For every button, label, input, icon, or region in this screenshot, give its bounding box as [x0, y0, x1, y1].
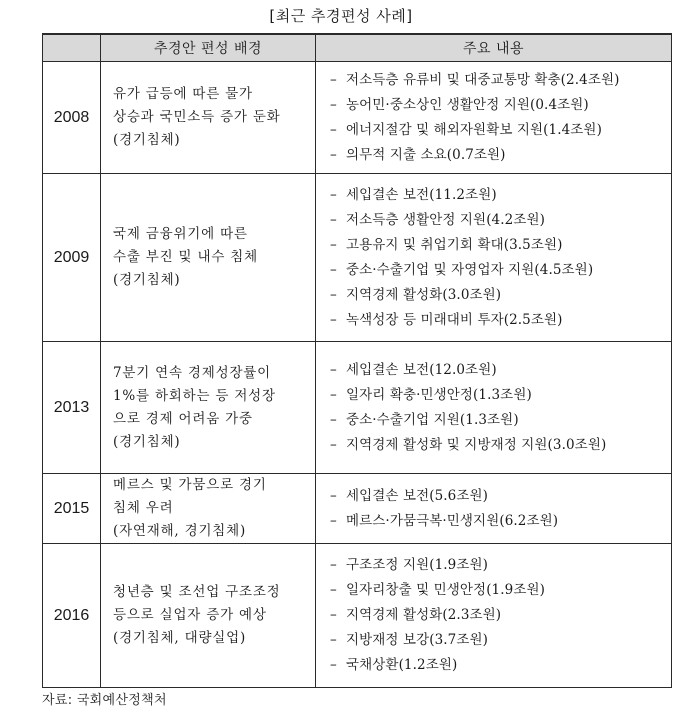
year-cell: 2008: [43, 62, 101, 174]
list-item-text: 세입결손 보전(12.0조원): [346, 361, 497, 378]
table-row: [43, 174, 672, 342]
background-cell: [101, 342, 316, 474]
contents-list: [330, 484, 671, 534]
source-note: 자료: 국회예산정책처: [42, 693, 167, 708]
list-item-text: 지역경제 활성화(3.0조원): [346, 286, 502, 303]
list-item-text: 지역경제 활성화(2.3조원): [346, 607, 502, 623]
background-line: (자연재해, 경기침체): [113, 523, 247, 539]
dash-marker: –: [330, 582, 337, 598]
contents-cell: [316, 544, 672, 688]
list-item: [330, 358, 671, 383]
year-cell: 2016: [43, 544, 101, 688]
list-item-text: 의무적 지출 소요(0.7조원): [346, 146, 506, 163]
list-item: [330, 553, 671, 578]
background-line: 등으로 실업자 증가 예상: [113, 607, 267, 623]
list-item-text: 구조조정 지원(1.9조원): [346, 557, 489, 573]
list-item-text: 세입결손 보전(11.2조원): [346, 186, 497, 203]
contents-cell: [316, 342, 672, 474]
background-line: 메르스 및 가뭄으로 경기: [113, 477, 267, 493]
list-item: [330, 628, 671, 653]
list-item: [330, 308, 671, 333]
background-line: 국제 금융위기에 따른: [113, 226, 248, 242]
dash-marker: –: [330, 657, 337, 673]
dash-marker: –: [330, 71, 337, 88]
table-title: [최근 추경편성 사례]: [269, 7, 413, 25]
dash-marker: –: [330, 557, 337, 573]
background-line: 7분기 연속 경제성장률이: [113, 364, 271, 381]
dash-marker: –: [330, 96, 337, 113]
list-item-text: 에너지절감 및 해외자원확보 지원(1.4조원): [346, 121, 602, 138]
contents-cell: [316, 474, 672, 544]
dash-marker: –: [330, 436, 337, 453]
list-item: [330, 578, 671, 603]
dash-marker: –: [330, 361, 337, 378]
list-item-text: 농어민·중소상인 생활안정 지원(0.4조원): [346, 96, 589, 113]
list-item: [330, 183, 671, 208]
list-item-text: 메르스·가뭄극복·민생지원(6.2조원): [346, 512, 559, 529]
background-line: 상승과 국민소득 증가 둔화: [113, 109, 281, 125]
list-item: [330, 408, 671, 433]
dash-marker: –: [330, 261, 337, 278]
background-cell: [101, 474, 316, 544]
dash-marker: –: [330, 512, 337, 529]
dash-marker: –: [330, 186, 337, 203]
header-contents: 주요 내용: [316, 34, 672, 62]
list-item-text: 중소·수출기업 지원(1.3조원): [346, 411, 519, 428]
contents-cell: [316, 174, 672, 342]
list-item-text: 녹색성장 등 미래대비 투자(2.5조원): [346, 311, 563, 328]
contents-list: [330, 68, 671, 168]
table-row: [43, 544, 672, 688]
background-line: (경기침체): [113, 272, 181, 288]
background-cell: [101, 62, 316, 174]
year-cell: 2009: [43, 174, 101, 342]
list-item: [330, 653, 671, 678]
background-line: (경기침체): [113, 132, 181, 148]
dash-marker: –: [330, 286, 337, 303]
background-line: 침체 우려: [113, 500, 174, 516]
list-item: [330, 208, 671, 233]
contents-list: [330, 183, 671, 333]
list-item-text: 지방재정 보강(3.7조원): [346, 632, 489, 648]
background-line: 유가 급등에 따른 물가: [113, 86, 253, 102]
header-row: [43, 34, 672, 62]
dash-marker: –: [330, 311, 337, 328]
background-line: 으로 경제 어려움 가중: [113, 410, 253, 427]
dash-marker: –: [330, 632, 337, 648]
dash-marker: –: [330, 121, 337, 138]
list-item: [330, 118, 671, 143]
year-cell: 2013: [43, 342, 101, 474]
list-item: [330, 603, 671, 628]
list-item: [330, 383, 671, 408]
year-cell: 2015: [43, 474, 101, 544]
dash-marker: –: [330, 411, 337, 428]
table-row: [43, 474, 672, 544]
background-line: 1%를 하회하는 등 저성장: [113, 387, 276, 404]
background-line: (경기침체, 대량실업): [113, 630, 247, 646]
list-item-text: 세입결손 보전(5.6조원): [346, 487, 489, 504]
list-item-text: 저소득층 유류비 및 대중교통망 확충(2.4조원): [346, 71, 620, 88]
header-year: [43, 34, 101, 62]
list-item-text: 지역경제 활성화 및 지방재정 지원(3.0조원): [346, 436, 607, 453]
table-row: [43, 342, 672, 474]
supplementary-budget-table: [42, 33, 672, 688]
list-item: [330, 509, 671, 534]
background-line: 수출 부진 및 내수 침체: [113, 249, 258, 265]
background-line: 청년층 및 조선업 구조조정: [113, 584, 281, 600]
list-item-text: 고용유지 및 취업기회 확대(3.5조원): [346, 236, 563, 253]
list-item: [330, 283, 671, 308]
contents-list: [330, 553, 671, 678]
dash-marker: –: [330, 386, 337, 403]
list-item: [330, 433, 671, 458]
list-item-text: 국채상환(1.2조원): [346, 657, 458, 673]
dash-marker: –: [330, 487, 337, 504]
list-item-text: 중소·수출기업 및 자영업자 지원(4.5조원): [346, 261, 594, 278]
table-row: [43, 62, 672, 174]
contents-list: [330, 358, 671, 458]
dash-marker: –: [330, 607, 337, 623]
dash-marker: –: [330, 236, 337, 253]
list-item: [330, 233, 671, 258]
list-item: [330, 484, 671, 509]
background-cell: [101, 544, 316, 688]
dash-marker: –: [330, 211, 337, 228]
list-item: [330, 68, 671, 93]
background-cell: [101, 174, 316, 342]
background-line: (경기침체): [113, 433, 181, 450]
list-item: [330, 143, 671, 168]
list-item-text: 일자리창출 및 민생안정(1.9조원): [346, 582, 545, 598]
list-item: [330, 258, 671, 283]
list-item-text: 일자리 확충·민생안정(1.3조원): [346, 386, 532, 403]
header-background: 추경안 편성 배경: [101, 34, 316, 62]
contents-cell: [316, 62, 672, 174]
list-item: [330, 93, 671, 118]
list-item-text: 저소득층 생활안정 지원(4.2조원): [346, 211, 545, 228]
dash-marker: –: [330, 146, 337, 163]
